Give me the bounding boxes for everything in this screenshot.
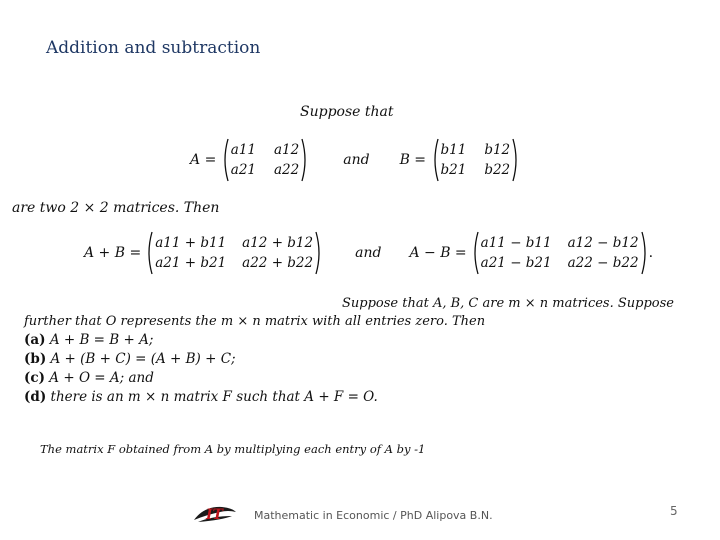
note-text: The matrix F obtained from A by multiplying each entry of A by -1 <box>40 442 426 456</box>
matrix-a-entry: a11 <box>230 142 256 158</box>
matrix-b-name: B <box>399 152 410 168</box>
further-line: further that O represents the m × n matrix with all entries zero. Then <box>24 314 486 329</box>
sum-difference-equations <box>84 231 653 275</box>
logo-icon <box>192 502 238 528</box>
property-c <box>24 370 154 386</box>
difference-end: . <box>648 245 654 261</box>
difference-lhs: A − B = <box>409 245 467 261</box>
and-text-2: and <box>355 245 382 261</box>
matrix-a-entry: a12 <box>274 142 300 158</box>
matrix-b-entry: b21 <box>440 162 467 178</box>
matrix-b-entry: b12 <box>484 142 511 158</box>
difference-matrix <box>471 231 649 275</box>
matrix-a-name: A <box>190 152 201 168</box>
sum-lhs: A + B = <box>84 245 142 261</box>
slide-title: Addition and subtraction <box>46 38 261 58</box>
are-two-text: are two 2 × 2 matrices. Then <box>12 200 220 216</box>
property-b <box>24 351 236 367</box>
difference-entry: a21 − b21 <box>480 255 552 271</box>
matrix-a-entry: a21 <box>230 162 256 178</box>
suppose-that-text: Suppose that <box>300 104 394 120</box>
property-a <box>24 332 153 348</box>
sum-entry: a21 + b21 <box>155 255 227 271</box>
property-d <box>24 389 378 405</box>
property-label: (b) <box>24 351 47 367</box>
difference-entry: a12 − b12 <box>567 235 639 251</box>
matrix-b-entry: b11 <box>440 142 467 158</box>
sum-matrix <box>145 231 323 275</box>
difference-entry: a11 − b11 <box>480 235 552 251</box>
property-label: (d) <box>24 389 47 405</box>
page-number: 5 <box>670 504 678 518</box>
and-text-1: and <box>343 152 370 168</box>
matrix-b-entry: b22 <box>484 162 511 178</box>
sum-entry: a22 + b22 <box>242 255 314 271</box>
property-text: A + (B + C) = (A + B) + C; <box>50 351 236 367</box>
matrix-b <box>431 138 521 182</box>
sum-entry: a11 + b11 <box>155 235 227 251</box>
suppose-line: Suppose that A, B, C are m × n matrices. Suppose <box>342 296 674 311</box>
sum-entry: a12 + b12 <box>242 235 314 251</box>
matrix-definitions: A = a11 a12 a21 a22 and B = b11 b12 b21 b22 <box>190 138 520 182</box>
logo-text: IT <box>206 507 223 523</box>
footer-text: Mathematic in Economic / PhD Alipova B.N. <box>254 509 493 522</box>
matrix-a-entry: a22 <box>274 162 300 178</box>
property-text: there is an m × n matrix F such that A + F = O. <box>50 389 378 405</box>
matrix-a <box>221 138 309 182</box>
property-text: A + O = A; and <box>49 370 154 386</box>
difference-entry: a22 − b22 <box>567 255 639 271</box>
property-label: (a) <box>24 332 46 348</box>
property-label: (c) <box>24 370 45 386</box>
property-text: A + B = B + A; <box>49 332 154 348</box>
